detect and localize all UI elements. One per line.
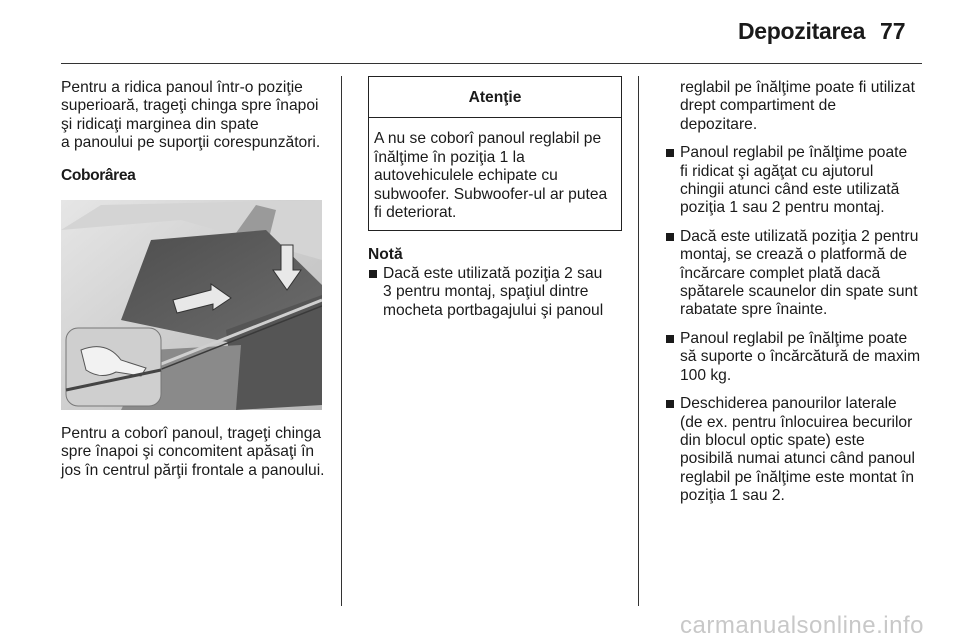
- note-title: Notă: [368, 246, 403, 264]
- page-number: 77: [880, 18, 906, 44]
- cargo-panel-illustration: [61, 200, 322, 410]
- column-divider-1: [341, 76, 342, 606]
- warning-title: Atenţie: [369, 77, 621, 118]
- section-heading: Coborârea: [61, 166, 136, 184]
- column-2: [368, 76, 622, 320]
- note-continuation: reglabil pe înălţime poate fi utilizat drept compartiment de depozitare.: [680, 79, 915, 133]
- header-rule: [61, 63, 922, 64]
- column-3: [665, 79, 925, 506]
- bullet-max-load: Panoul reglabil pe înălţime poate să suporte o încărcătură de maxim 100 kg.: [665, 330, 925, 385]
- column-1: [61, 79, 331, 480]
- bullet-flat-platform: Dacă este utilizată poziţia 2 pentru montaj, se crează o platformă de încărcare complet plată dacă spătarele scaunelor din spate sunt rabatate spre înainte.: [665, 228, 925, 320]
- intro-paragraph: Pentru a ridica panoul într-o poziţie superioară, trageţi chinga spre înapoi şi ridicaţi marginea din spate a panoului pe suporţii corespunzători.: [61, 79, 321, 152]
- note-bullet: Dacă este utilizată poziţia 2 sau 3 pentru montaj, spaţiul dintre mocheta portbagajului şi panoul: [368, 265, 622, 320]
- bullet-side-panels: Deschiderea panourilor laterale (de ex. pentru înlocuirea becurilor din blocul optic spate) este posibilă numai atunci când panoul reglabil pe înălţime este montat în poziţia 1 sau 2.: [665, 395, 925, 505]
- warning-box: [368, 76, 622, 231]
- bullet-lift-panel: Panoul reglabil pe înălţime poate fi ridicat şi agăţat cu ajutorul chingii atunci când este utilizată poziţia 1 sau 2 pentru montaj.: [665, 144, 925, 218]
- watermark: carmanualsonline.info: [680, 612, 924, 639]
- lowering-paragraph: Pentru a coborî panoul, trageţi chinga spre înapoi şi concomitent apăsaţi în jos în centrul părţii frontale a panoului.: [61, 425, 325, 479]
- cargo-panel-photo: [61, 200, 322, 410]
- page-header-title: Depozitarea: [738, 18, 866, 44]
- column-divider-2: [638, 76, 639, 606]
- warning-text: A nu se coborî panoul reglabil pe înălţime în poziţia 1 la autovehiculele echipate cu subwoofer. Subwoofer-ul ar putea fi deteriorat.: [374, 130, 608, 222]
